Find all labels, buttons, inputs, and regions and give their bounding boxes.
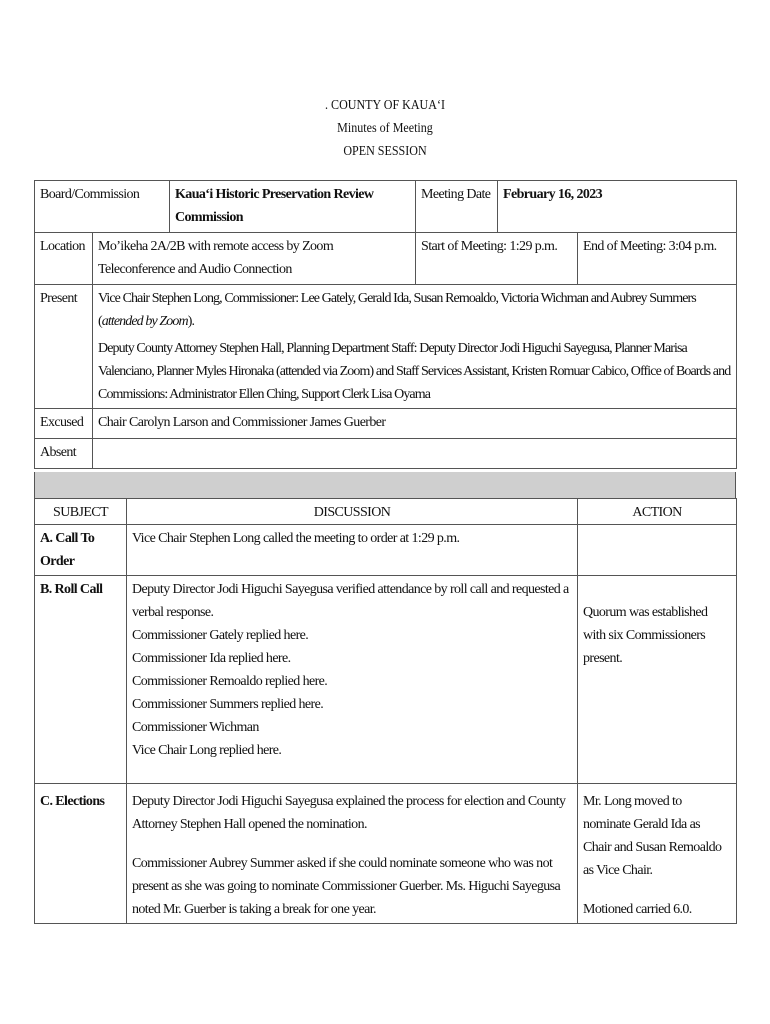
elections-motion-result: Motioned carried 6.0. — [583, 902, 692, 917]
elections-discussion — [127, 784, 578, 924]
document-title: Minutes of Meeting — [337, 121, 433, 136]
board-value: Kauaʻi Historic Preservation Review Commission — [170, 181, 416, 233]
roll-call-reply: Vice Chair Long replied here. — [132, 743, 282, 758]
elections-nomination: Mr. Long moved to nominate Gerald Ida as Chair and Susan Remoaldo as Vice Chair. — [583, 794, 722, 878]
section-divider — [34, 472, 736, 498]
board-label: Board/Commission — [35, 181, 170, 233]
end-of-meeting: End of Meeting: 3:04 p.m. — [578, 233, 737, 285]
excused-label: Excused — [35, 409, 93, 439]
minutes-table — [34, 498, 737, 924]
excused-row — [35, 409, 737, 439]
roll-call-action — [578, 576, 737, 784]
elections-paragraph-2: Commissioner Aubrey Summer asked if she could nominate someone who was not present as she was going to nominate Commissioner Guerber. Ms. Higuchi Sayegusa noted Mr. Guerber is taking a break for one year. — [132, 856, 561, 917]
absent-value — [93, 439, 737, 469]
meeting-info-table — [34, 180, 737, 469]
roll-call-reply: Commissioner Summers replied here. — [132, 697, 324, 712]
location-value: Moʼikeha 2A/2B with remote access by Zoom Teleconference and Audio Connection — [93, 233, 416, 285]
roll-call-discussion — [127, 576, 578, 784]
elections-paragraph-1: Deputy Director Jodi Higuchi Sayegusa explained the process for election and County Attorney Stephen Hall opened the nomination. — [132, 794, 566, 832]
roll-call-reply: Commissioner Remoaldo replied here. — [132, 674, 328, 689]
subject-header: SUBJECT — [35, 499, 127, 525]
absent-label: Absent — [35, 439, 93, 469]
discussion-header: DISCUSSION — [127, 499, 578, 525]
elections-subject: C. Elections — [35, 784, 127, 924]
location-row — [35, 233, 737, 285]
location-label: Location — [35, 233, 93, 285]
absent-row — [35, 439, 737, 469]
date-value: February 16, 2023 — [498, 181, 737, 233]
excused-value: Chair Carolyn Larson and Commissioner James Guerber — [93, 409, 737, 439]
date-label: Meeting Date — [416, 181, 498, 233]
present-value — [93, 285, 737, 409]
roll-call-reply: Commissioner Wichman — [132, 720, 259, 735]
session-type: OPEN SESSION — [343, 144, 427, 159]
call-to-order-action — [578, 525, 737, 576]
present-commissioners: Vice Chair Stephen Long, Commissioner: Lee Gately, Gerald Ida, Susan Remoaldo, Victoria Wichman and Aubrey Summers (attended by Zoom). — [98, 291, 696, 329]
elections-row — [35, 784, 737, 924]
roll-call-intro: Deputy Director Jodi Higuchi Sayegusa verified attendance by roll call and requested a verbal response. — [132, 582, 569, 620]
call-to-order-row — [35, 525, 737, 576]
county-name: . COUNTY OF KAUAʻI — [325, 98, 445, 113]
present-staff: Deputy County Attorney Stephen Hall, Planning Department Staff: Deputy Director Jodi Higuchi Sayegusa, Planner Marisa Valenciano, Planner Myles Hironaka (attended via Zoom) and Staff Services Assistant, Kristen Romuar Cabico, Office of Boards and Commissions: Administrator Ellen Ching, Support Clerk Lisa Oyama — [98, 341, 731, 402]
start-of-meeting: Start of Meeting: 1:29 p.m. — [416, 233, 578, 285]
roll-call-reply: Commissioner Gately replied here. — [132, 628, 309, 643]
present-row — [35, 285, 737, 409]
action-header: ACTION — [578, 499, 737, 525]
board-row — [35, 181, 737, 233]
roll-call-subject: B. Roll Call — [35, 576, 127, 784]
roll-call-action-text: Quorum was established with six Commissioners present. — [583, 605, 708, 666]
minutes-header-row — [35, 499, 737, 525]
elections-action — [578, 784, 737, 924]
present-label: Present — [35, 285, 93, 409]
roll-call-reply: Commissioner Ida replied here. — [132, 651, 291, 666]
roll-call-row — [35, 576, 737, 784]
document-header — [54, 94, 716, 163]
call-to-order-subject: A. Call To Order — [35, 525, 127, 576]
call-to-order-discussion: Vice Chair Stephen Long called the meeting to order at 1:29 p.m. — [127, 525, 578, 576]
